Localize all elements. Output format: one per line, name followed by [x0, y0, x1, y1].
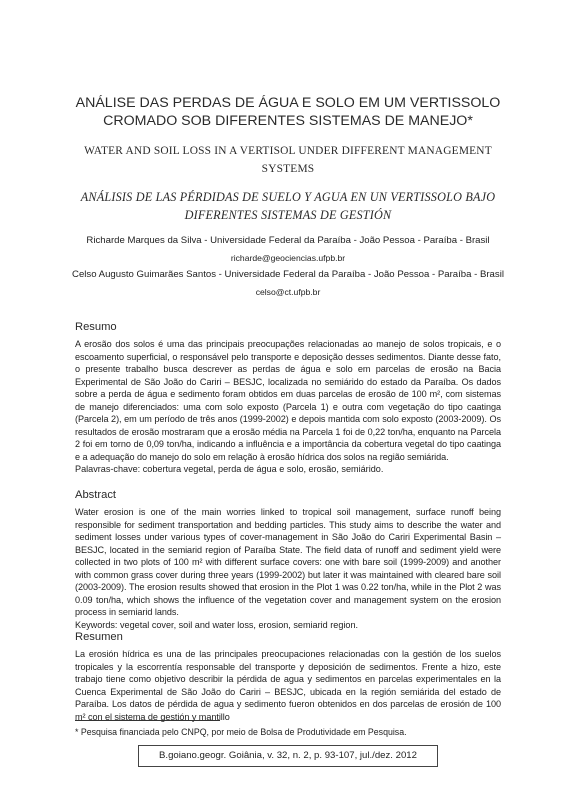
journal-citation: B.goiano.geogr. Goiânia, v. 32, n. 2, p. 93-107, jul./dez. 2012	[138, 745, 438, 767]
author-1	[60, 234, 516, 265]
section-body: La erosión hídrica es una de las principales preocupaciones relacionadas con la gestión de los suelos tropicales y la escorrentía responsable del transporte y deposición de sedimentos. Frente a hizo, este trabajo tiene como objetivo describir la pérdida de agua y sedimentos en parcelas experimentales en la Cuenca Experimental de São João do Cariri – BESJC, ubicada en la región semiárida del estado de Paraíba. Los datos de pérdida de agua y sedimento fueron obtenidos en dos parcelas de erosión de 100 m² con el sistema de gestión y mantillo	[75, 649, 501, 722]
author-email: richarde@geociencias.ufpb.br	[230, 253, 346, 263]
section-body: Water erosion is one of the main worries linked to tropical soil management, surface runoff being responsible for sediment transportation and bedding particles. This study aims to describe the water and sediment losses under various types of cover-management in São João do Cariri Experimental Basin – BESJC, located in the semiarid region of Paraíba State. The field data of runoff and sediment yield were collected in two plots of 100 m² with different surface covers: one with bare soil (1999-2009) and another with common grass cover during three years (1999-2002) but later it was maintained with cleared bare soil (2003-2009). The erosion results showed that erosion in the Plot 1 was 0.22 ton/ha, while in the Plot 2 was 0.09 ton/ha, which shows the influence of the vegetation cover and management system on the erosion process in semiarid lands.	[75, 507, 501, 617]
abstract-section	[75, 488, 501, 631]
resumen-section	[75, 630, 501, 723]
footnote: * Pesquisa financiada pelo CNPQ, por meio de Bolsa de Produtividade em Pesquisa.	[75, 727, 407, 737]
keywords: Palavras-chave: cobertura vegetal, perda de água e solo, erosão, semiárido.	[75, 464, 384, 474]
section-heading: Abstract	[75, 489, 117, 501]
title-spanish: ANÁLISIS DE LAS PÉRDIDAS DE SUELO Y AGUA EN UN VERTISSOLO BAJO DIFERENTES SISTEMAS DE GESTIÓN	[80, 190, 496, 222]
section-heading: Resumen	[75, 631, 123, 643]
section-heading: Resumo	[75, 321, 117, 333]
resumo-section	[75, 320, 501, 476]
author-name: Richarde Marques da Silva - Universidade Federal da Paraíba - João Pessoa - Paraíba - Brasil	[86, 235, 490, 246]
author-name: Celso Augusto Guimarães Santos - Universidade Federal da Paraíba - João Pessoa - Paraíba - Brasil	[72, 269, 504, 280]
keywords: Keywords: vegetal cover, soil and water loss, erosion, semiarid region.	[75, 619, 359, 630]
title-portuguese: ANÁLISE DAS PERDAS DE ÁGUA E SOLO EM UM VERTISSOLO CROMADO SOB DIFERENTES SISTEMAS DE MANEJO*	[75, 95, 501, 129]
footnote-divider	[75, 720, 220, 721]
title-english: WATER AND SOIL LOSS IN A VERTISOL UNDER DIFFERENT MANAGEMENT SYSTEMS	[84, 145, 492, 175]
author-2	[60, 268, 516, 299]
author-email: celso@ct.ufpb.br	[255, 287, 321, 297]
section-body: A erosão dos solos é uma das principais preocupações relacionadas ao manejo de solos tropicais, e o escoamento superficial, o responsável pelo transporte e deposição desses sedimentos. Diante desse fato, o presente trabalho busca descrever as perdas de água e solo em parcelas de erosão na Bacia Experimental de São João do Cariri – BESJC, localizada no semiárido do estado da Paraíba. Os dados sobre a perda de água e sedimento foram obtidos em duas parcelas de erosão de 100 m², com sistemas de manejo diferenciados: uma com solo exposto (Parcela 1) e outra com vegetação do tipo caatinga (Parcela 2), em um período de três anos (1999-2002) e depois mantida com solo exposto (2003-2009). Os resultados de erosão mostraram que a erosão média na Parcela 1 foi de 0,22 ton/ha, enquanto na Parcela 2 foi em torno de 0,09 ton/ha, indicando a influência e a importância da cobertura vegetal do tipo caatinga e a adequação do manejo do solo em relação à erosão hídrica dos solos na região semiárida.	[75, 339, 501, 462]
